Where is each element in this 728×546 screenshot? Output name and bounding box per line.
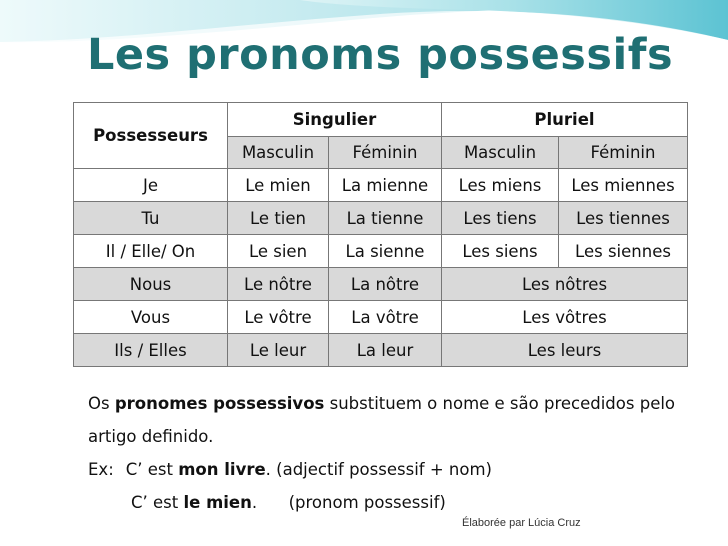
explanation-line-2: artigo definido. — [88, 427, 214, 446]
fem-sing-cell: La leur — [329, 334, 442, 367]
fem-plur-cell: Les siennes — [559, 235, 688, 268]
subheader-masculin-singulier: Masculin — [228, 137, 329, 169]
example-emphasis: le mien — [183, 493, 252, 512]
table-row — [74, 334, 688, 367]
example-line-2 — [131, 493, 446, 512]
masc-sing-cell: Le mien — [228, 169, 329, 202]
page-title: Les pronoms possessifs — [86, 30, 674, 80]
fem-sing-cell: La vôtre — [329, 301, 442, 334]
note-emphasis: pronomes possessivos — [114, 394, 325, 413]
owner-cell: Ils / Elles — [74, 334, 228, 367]
header-singulier: Singulier — [228, 103, 442, 137]
owner-cell: Il / Elle/ On — [74, 235, 228, 268]
example-text: C’ est — [131, 493, 184, 512]
example-text: . (adjectif possessif + nom) — [265, 460, 492, 479]
masc-sing-cell: Le tien — [228, 202, 329, 235]
masc-plur-cell: Les siens — [442, 235, 559, 268]
masc-plur-cell: Les tiens — [442, 202, 559, 235]
example-label: Ex: — [88, 460, 114, 479]
fem-plur-cell: Les miennes — [559, 169, 688, 202]
plural-cell: Les leurs — [442, 334, 688, 367]
note-text: Os — [88, 394, 115, 413]
explanation-line-1 — [88, 394, 675, 413]
masc-sing-cell: Le sien — [228, 235, 329, 268]
owner-cell: Vous — [74, 301, 228, 334]
plural-cell: Les nôtres — [442, 268, 688, 301]
author-credit: Élaborée par Lúcia Cruz — [462, 517, 581, 529]
masc-plur-cell: Les miens — [442, 169, 559, 202]
owner-cell: Je — [74, 169, 228, 202]
table-row — [74, 268, 688, 301]
fem-sing-cell: La mienne — [329, 169, 442, 202]
fem-sing-cell: La sienne — [329, 235, 442, 268]
example-emphasis: mon livre — [178, 460, 266, 479]
subheader-masculin-pluriel: Masculin — [442, 137, 559, 169]
masc-sing-cell: Le vôtre — [228, 301, 329, 334]
table-row — [74, 169, 688, 202]
masc-sing-cell: Le nôtre — [228, 268, 329, 301]
owner-cell: Tu — [74, 202, 228, 235]
example-line-1 — [88, 460, 492, 479]
plural-cell: Les vôtres — [442, 301, 688, 334]
fem-sing-cell: La nôtre — [329, 268, 442, 301]
header-pluriel: Pluriel — [442, 103, 688, 137]
table-row — [74, 202, 688, 235]
example-text: . (pronom possessif) — [251, 493, 446, 512]
fem-plur-cell: Les tiennes — [559, 202, 688, 235]
note-text: substituem o nome e são precedidos pelo — [324, 394, 676, 413]
subheader-feminin-singulier: Féminin — [329, 137, 442, 169]
header-possesseurs: Possesseurs — [74, 103, 228, 169]
table-row — [74, 301, 688, 334]
fem-sing-cell: La tienne — [329, 202, 442, 235]
owner-cell: Nous — [74, 268, 228, 301]
masc-sing-cell: Le leur — [228, 334, 329, 367]
table-row — [74, 235, 688, 268]
subheader-feminin-pluriel: Féminin — [559, 137, 688, 169]
possessive-pronouns-table — [73, 102, 688, 367]
example-text: C’ est — [125, 460, 179, 479]
